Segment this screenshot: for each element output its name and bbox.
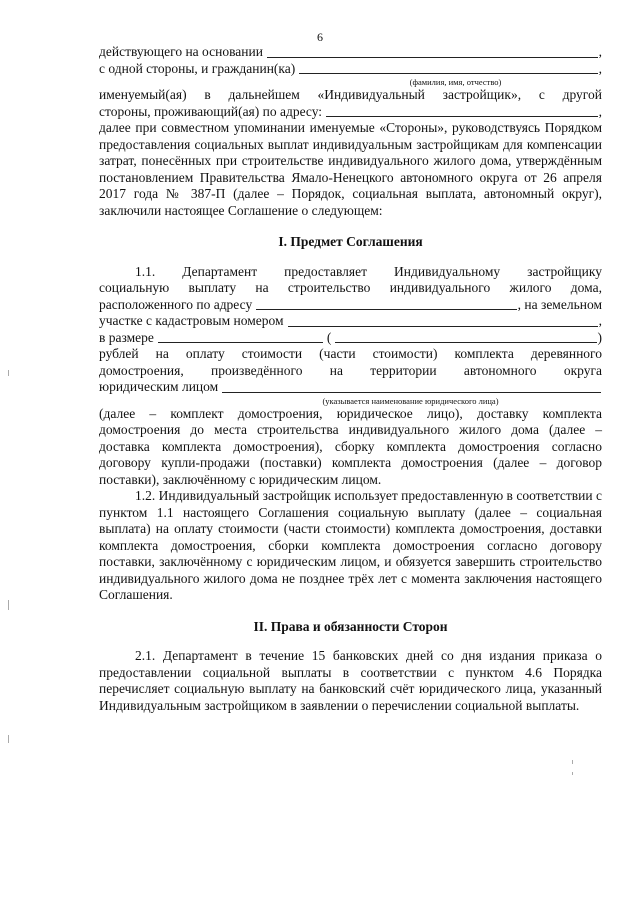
amount-paren-open: ( <box>326 329 332 345</box>
intro-paragraph: далее при совместном упоминании именуемые «Стороны», руководствуясь Порядком предоставления социальных выплат индивидуальным застройщикам для компенсации затрат, понесённых при строительстве индивидуального жилого дома, утверждённым постановлением Правительства Ямало-Ненецкого автономного округа от 26 апреля 2017 года № 387-П (далее – Порядок, социальная выплата, автономный округ), заключили настоящее Соглашение о следующем: <box>99 120 602 218</box>
clause-1-1-line2: социальную выплату на строительство индивидуального жилого дома, <box>99 280 602 295</box>
clause-1-1-rest: (далее – комплект домостроения, юридическое лицо), доставку комплекта домостроения до места строительства индивидуального жилого дома (далее – доставка комплекта домостроения), сборку комплекта домостроения согласно договору купли-продажи (поставки) комплекта домостроения (далее – договор поставки), заключённому с юридическим лицом. <box>99 405 602 487</box>
basis-prefix: действующего на основании <box>99 44 263 59</box>
party-prefix: с одной стороны, и гражданин(ка) <box>99 60 296 76</box>
clause-1-1-line6: рублей на оплату стоимости (части стоимости) комплекта деревянного <box>99 346 602 361</box>
residing-suffix: , <box>598 103 602 119</box>
party-suffix: , <box>598 60 602 76</box>
address-prefix: расположенного по адресу <box>99 296 253 312</box>
residing-prefix: стороны, проживающий(ая) по адресу: <box>99 103 323 119</box>
named-line: именуемый(ая) в дальнейшем «Индивидуальный застройщик», с другой <box>99 87 602 102</box>
basis-line <box>99 44 602 61</box>
clause-2-1: 2.1. Департамент в течение 15 банковских дней со дня издания приказа о предоставлении социальной выплаты в соответствии с пунктом 4.6 Порядка перечисляет социальную выплату на банковский счёт юридического лица, указанный Индивидуальным застройщиком в заявлении о перечислении социальной выплаты. <box>99 648 602 713</box>
address-blank <box>256 298 516 310</box>
cadastral-prefix: участке с кадастровым номером <box>99 313 284 328</box>
amount-paren-close: ) <box>597 329 602 345</box>
legal-entity-prefix: юридическим лицом <box>99 379 219 394</box>
basis-suffix: , <box>598 44 602 59</box>
cadastral-suffix: , <box>598 313 602 328</box>
cadastral-line <box>99 313 602 330</box>
basis-blank <box>267 46 598 58</box>
address-suffix: , на земельном <box>517 296 602 312</box>
scan-mark <box>572 760 573 764</box>
clause-1-2: 1.2. Индивидуальный застройщик использует предоставленную в соответствии с пунктом 1.1 настоящего Соглашения социальную выплату (далее – социальная выплата) на оплату стоимости (части стоимости) комплекта домостроения, доставки комплекта домостроения, сборки комплекта домостроения согласно договору поставки, заключённому с юридическим лицом, и обязуется завершить строительство индивидуального жилого дома не позднее трёх лет с момента заключения настоящего Соглашения. <box>99 488 602 602</box>
residing-blank <box>326 105 598 117</box>
clause-1-1-line1: 1.1. Департамент предоставляет Индивидуальному застройщику <box>135 263 602 279</box>
legal-entity-line <box>99 379 602 396</box>
agreement-body <box>99 44 602 714</box>
amount-number-blank <box>158 331 323 343</box>
party-note: (фамилия, имя, отчество) <box>409 77 502 87</box>
clause-1-1-line7: домостроения, произведённого на территории автономного округа <box>99 362 602 378</box>
scan-mark <box>8 370 9 376</box>
cadastral-blank <box>288 315 598 327</box>
amount-prefix: в размере <box>99 329 154 345</box>
section2-heading: II. Права и обязанности Сторон <box>253 618 448 634</box>
address-line <box>99 297 602 314</box>
residing-line <box>99 104 602 121</box>
amount-line <box>99 330 602 347</box>
page-number: 6 <box>317 30 323 44</box>
scan-mark <box>572 772 573 775</box>
scan-mark <box>8 735 9 743</box>
legal-entity-note: (указывается наименование юридического лица) <box>322 395 499 406</box>
amount-words-blank <box>335 331 596 343</box>
section1-heading: I. Предмет Соглашения <box>278 234 423 249</box>
legal-entity-blank <box>222 381 601 393</box>
scan-mark <box>8 600 9 610</box>
party-blank <box>299 62 597 74</box>
party-line <box>99 61 602 78</box>
